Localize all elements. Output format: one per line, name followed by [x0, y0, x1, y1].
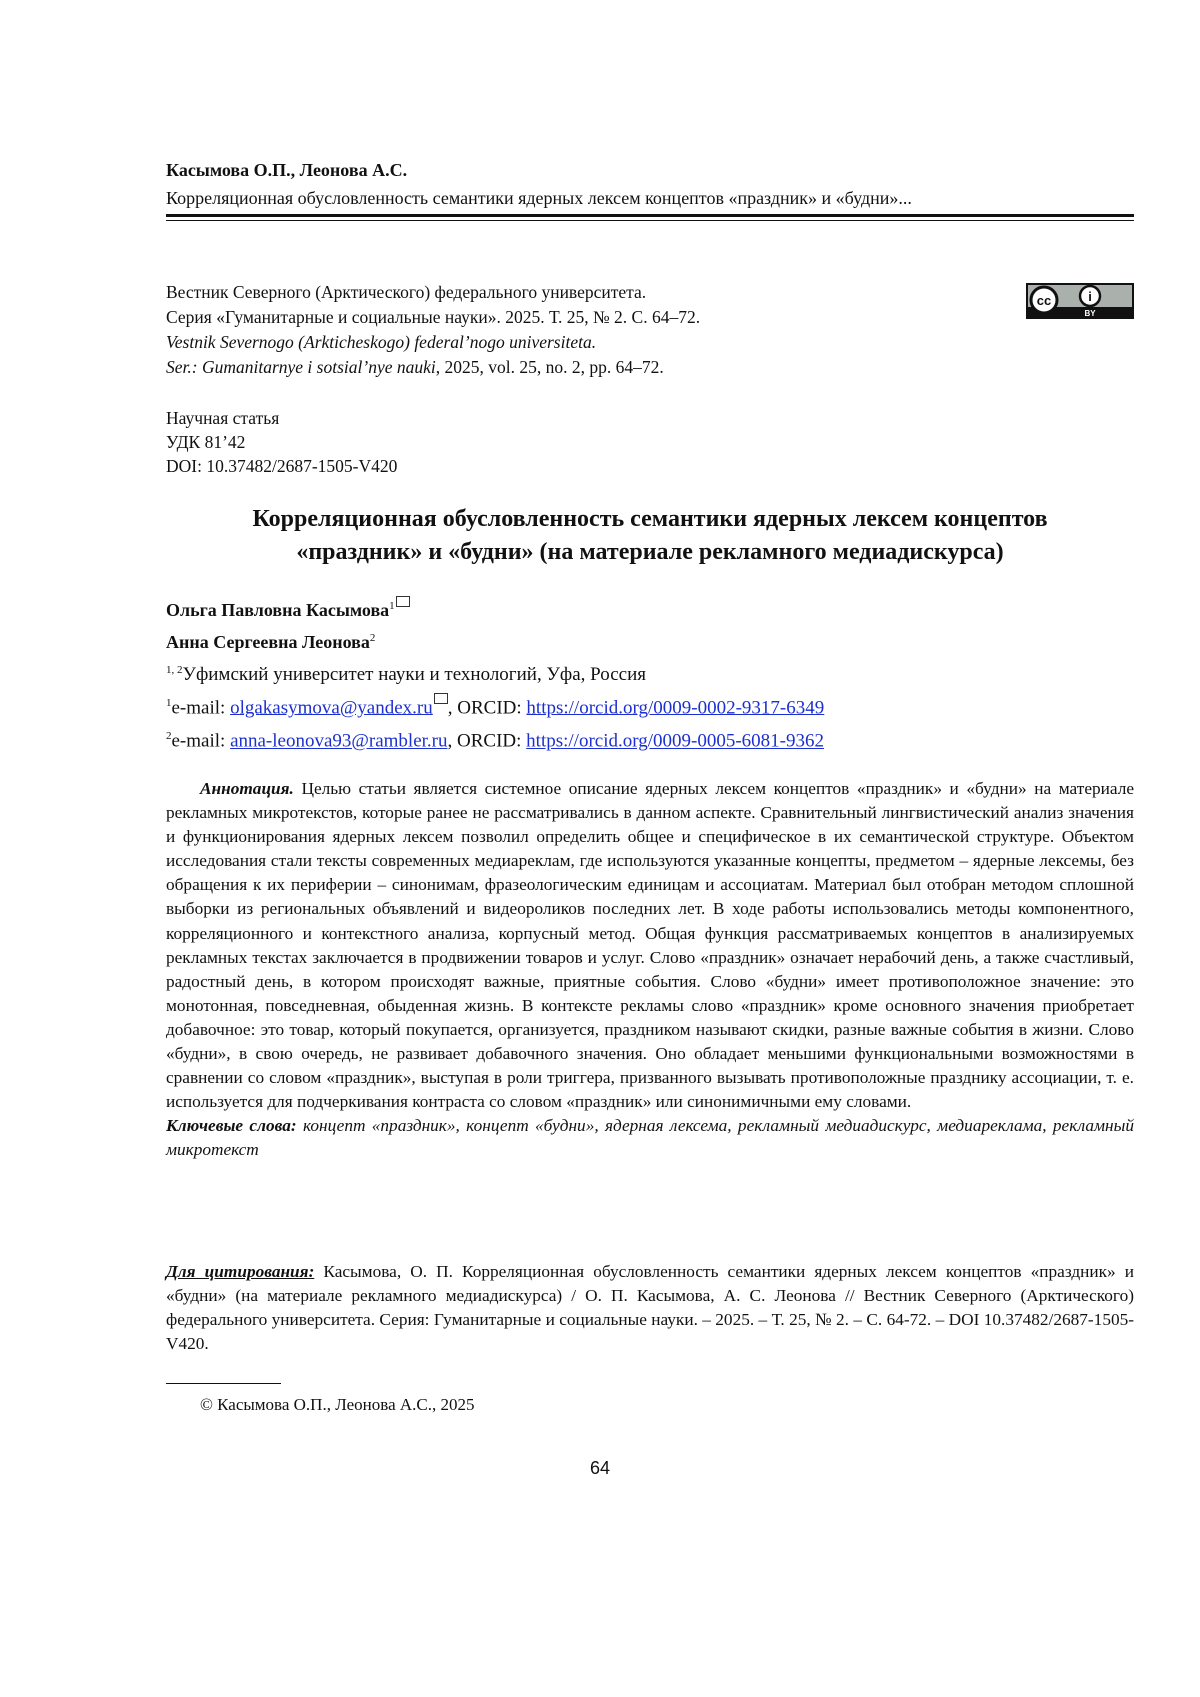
citation-label: Для цитирования:	[166, 1262, 314, 1281]
affiliation	[166, 656, 824, 689]
author-1	[166, 592, 824, 624]
article-type: Научная статья	[166, 406, 397, 430]
journal-series-translit-name: Ser.: Gumanitarnye i sotsial’nye nauki	[166, 357, 436, 377]
contact-1-label: e-mail:	[172, 697, 231, 718]
email-link-2[interactable]: anna-leonova93@rambler.ru	[230, 731, 447, 752]
author-1-name: Ольга Павловна Касымова	[166, 600, 389, 620]
running-head-authors: Касымова О.П., Леонова А.С.	[166, 160, 407, 181]
cc-label: cc	[1037, 293, 1051, 308]
doi: DOI: 10.37482/2687-1505-V420	[166, 454, 397, 478]
abstract-text: Целью статьи является системное описание ядерных лексем концептов «праздник» и «будни» на материале рекламных микротекстов, которые ранее не рассматривались в данном аспекте. Сравнительный лингвистический анализ значения и функционирования ядерных лексем позволил определить общее и специфическое в их семантической структуре. Объектом исследования стали тексты современных медиареклам, где используются указанные концепты, предметом – ядерные лексемы, без обращения к их периферии – синонимам, фразеологическим единицам и ассоциатам. Материал был отобран методом сплошной выборки из региональных объявлений и видеороликов последних лет. В ходе работы использовались методы компонентного, корреляционного и контекстного анализа, корпусный метод. Общая функция рассматриваемых концептов в анализируемых рекламных текстах заключается в продвижении товаров и услуг. Слово «праздник» означает нерабочий день, а также счастливый, радостный день, в котором происходят важные, приятные события. Слово «будни» имеет противоположное значение: это монотонная, повседневная, обыденная жизнь. В контексте рекламы слово «праздник» кроме основного значения приобретает добавочное: это товар, который покупается, организуется, праздником называют скидки, разные важные события в жизни. Слово «будни», в свою очередь, не развивает добавочного значения. Оно обладает меньшими функциональными возможностями в сравнении со словом «праздник», выступая в роли триггера, призванного вызывать противоположные празднику ассоциации, т. е. используется для подчеркивания контраста со словом «праздник» или синонимичными ему словами.	[166, 779, 1134, 1111]
attribution-label: i	[1088, 289, 1092, 304]
affiliation-sup: 1, 2	[166, 664, 183, 676]
keywords	[166, 1114, 1134, 1162]
abstract-label: Аннотация.	[200, 779, 294, 798]
udc-code: УДК 81’42	[166, 430, 397, 454]
cc-by-license-icon	[1026, 283, 1134, 319]
email-link-1[interactable]: olgakasymova@yandex.ru	[230, 697, 433, 718]
title-line-1: Корреляционная обусловленность семантики ядерных лексем концептов	[166, 503, 1134, 536]
journal-series-translit-details: , 2025, vol. 25, no. 2, pp. 64–72.	[436, 357, 664, 377]
article-title	[166, 503, 1134, 569]
title-line-2: «праздник» и «будни» (на материале рекламного медиадискурса)	[166, 536, 1134, 569]
footnote-rule	[166, 1383, 281, 1384]
author-2-sup: 2	[370, 632, 376, 644]
orcid-link-2[interactable]: https://orcid.org/0009-0005-6081-9362	[526, 731, 824, 752]
orcid-label-2: , ORCID:	[448, 731, 527, 752]
contact-2-sup: 2	[166, 730, 172, 742]
header-rule-thin	[166, 220, 1134, 221]
author-2	[166, 624, 824, 656]
orcid-label-1: , ORCID:	[448, 697, 527, 718]
contact-2-label: e-mail:	[172, 731, 231, 752]
journal-series-translit	[166, 355, 700, 380]
copyright-footnote: © Касымова О.П., Леонова А.С., 2025	[200, 1395, 474, 1415]
header-rule-thick	[166, 214, 1134, 217]
journal-line-ru: Вестник Северного (Арктического) федерального университета.	[166, 280, 700, 305]
journal-line-translit: Vestnik Severnogo (Arkticheskogo) federal’nogo universiteta.	[166, 330, 700, 355]
journal-info	[166, 280, 700, 380]
article-meta	[166, 406, 397, 478]
envelope-icon	[434, 693, 448, 704]
keywords-label: Ключевые слова:	[166, 1116, 297, 1135]
citation	[166, 1260, 1134, 1356]
keywords-text: концепт «праздник», концепт «будни», ядерная лексема, рекламный медиадискурс, медиареклама, рекламный микротекст	[166, 1116, 1134, 1159]
author-block	[166, 592, 824, 756]
envelope-icon	[396, 596, 410, 607]
orcid-link-1[interactable]: https://orcid.org/0009-0002-9317-6349	[526, 697, 824, 718]
citation-text: Касымова, О. П. Корреляционная обусловленность семантики ядерных лексем концептов «праздник» и «будни» (на материале рекламного медиадискурса) / О. П. Касымова, А. С. Леонова // Вестник Северного (Арктического) федерального университета. Серия: Гуманитарные и социальные науки. – 2025. – Т. 25, № 2. – С. 64-72. – DOI 10.37482/2687-1505-V420.	[166, 1262, 1134, 1353]
contact-1-sup: 1	[166, 697, 172, 709]
running-head-title: Корреляционная обусловленность семантики ядерных лексем концептов «праздник» и «будни»...	[166, 188, 912, 209]
affiliation-text: Уфимский университет науки и технологий, Уфа, Россия	[183, 664, 646, 685]
page-number: 64	[0, 1458, 1200, 1479]
journal-series-ru: Серия «Гуманитарные и социальные науки». 2025. Т. 25, № 2. С. 64–72.	[166, 305, 700, 330]
contact-2	[166, 722, 824, 755]
abstract-section	[166, 777, 1134, 1163]
by-label: BY	[1084, 309, 1096, 318]
author-2-name: Анна Сергеевна Леонова	[166, 632, 370, 652]
contact-1	[166, 689, 824, 722]
abstract	[166, 777, 1134, 1114]
author-1-sup: 1	[389, 600, 395, 612]
